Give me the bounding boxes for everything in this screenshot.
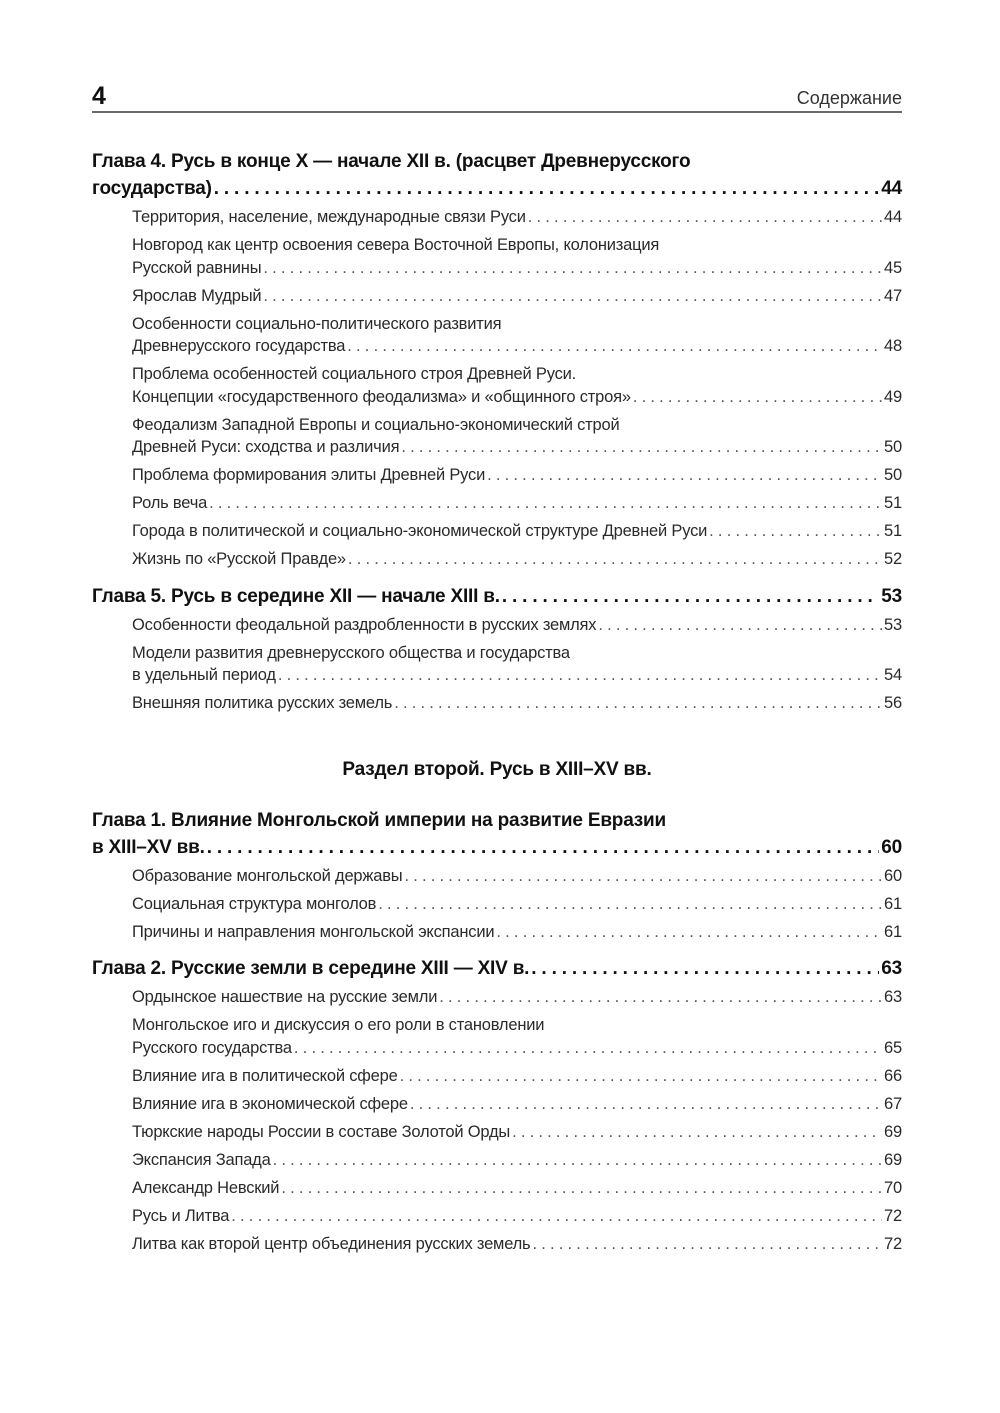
- dot-leader: [347, 335, 882, 358]
- subsection-entry[interactable]: [132, 642, 902, 687]
- subsection-entry[interactable]: [132, 1014, 902, 1059]
- subsection-entry-row: [132, 464, 902, 487]
- subsection-entry-label: Русской равнины: [132, 258, 262, 277]
- dot-leader: [281, 1177, 882, 1200]
- subsection-entry-label: Проблема формирования элиты Древней Руси: [132, 466, 486, 484]
- subsection-entry-label: Экспансия Запада: [132, 1150, 271, 1169]
- subsection-entry[interactable]: [132, 865, 902, 888]
- subsection-entry-label: Древней Руси: сходства и различия: [132, 438, 400, 456]
- chapter-heading-row: [92, 834, 902, 861]
- dot-leader: [294, 1037, 882, 1060]
- subsection-list: [92, 206, 902, 571]
- subsection-entry-label: Социальная структура монголов: [132, 894, 377, 913]
- subsection-entry[interactable]: [132, 313, 902, 358]
- chapter-heading-title-line: Глава 1. Влияние Монгольской империи на развитие Евразии: [92, 809, 667, 831]
- dot-leader: [263, 257, 882, 280]
- dot-leader: [273, 1149, 882, 1172]
- dot-leader: [528, 206, 882, 229]
- subsection-entry[interactable]: [132, 921, 902, 944]
- subsection-entry-row: [132, 614, 902, 637]
- subsection-entry-row: [132, 1093, 902, 1116]
- subsection-entry-page-number: 51: [884, 494, 902, 512]
- subsection-entry-page-number: 50: [884, 438, 902, 456]
- subsection-entry-page-number: 61: [884, 922, 902, 941]
- subsection-entry-row: [132, 1205, 902, 1228]
- subsection-entry-page-number: 66: [884, 1066, 902, 1085]
- subsection-entry-row: [132, 664, 902, 687]
- chapter-heading[interactable]: [92, 583, 902, 610]
- dot-leader: [348, 548, 882, 571]
- subsection-entry-row: [132, 1177, 902, 1200]
- dot-leader: [394, 692, 882, 715]
- dot-leader: [278, 664, 882, 687]
- subsection-entry-page-number: 45: [884, 258, 902, 277]
- subsection-entry[interactable]: [132, 234, 902, 279]
- dot-leader: [214, 175, 880, 202]
- subsection-entry-row: [132, 893, 902, 916]
- subsection-entry[interactable]: [132, 363, 902, 408]
- subsection-entry-row: [132, 206, 902, 229]
- subsection-entry-page-number: 49: [884, 387, 902, 406]
- subsection-entry-row: [132, 865, 902, 888]
- chapter-heading-page-number: 44: [881, 178, 902, 199]
- subsection-entry-label: Ярослав Мудрый: [132, 286, 262, 305]
- subsection-entry-page-number: 48: [884, 337, 902, 355]
- subsection-entry-label: Влияние ига в политической сфере: [132, 1066, 398, 1085]
- chapter-heading-page-number: 53: [881, 585, 902, 607]
- subsection-entry-label: Концепции «государственного феодализма» и «общинного строя»: [132, 387, 631, 406]
- subsection-entry[interactable]: [132, 1093, 902, 1116]
- subsection-entry-label: Русского государства: [132, 1038, 292, 1057]
- subsection-entry[interactable]: [132, 692, 902, 715]
- subsection-entry[interactable]: [132, 414, 902, 459]
- subsection-entry-row: [132, 1065, 902, 1088]
- subsection-entry-row: [132, 548, 902, 571]
- chapter-heading-label: Глава 5. Русь в середине XII — начале XIII в.: [92, 585, 500, 607]
- subsection-entry-page-number: 67: [884, 1094, 902, 1113]
- subsection-entry[interactable]: [132, 1121, 902, 1144]
- dot-leader: [633, 386, 882, 409]
- subsection-entry[interactable]: [132, 520, 902, 543]
- subsection-entry-label: Причины и направления монгольской экспансии: [132, 922, 495, 941]
- running-head-title: Содержание: [796, 88, 902, 108]
- subsection-entry-row: [132, 436, 902, 459]
- subsection-entry-page-number: 51: [884, 522, 902, 540]
- subsection-entry-label: в удельный период: [132, 666, 276, 684]
- subsection-entry[interactable]: [132, 1177, 902, 1200]
- subsection-entry-row: [132, 692, 902, 715]
- dot-leader: [263, 285, 882, 308]
- subsection-entry-page-number: 72: [884, 1234, 902, 1253]
- subsection-entry-label: Ордынское нашествие на русские земли: [132, 988, 438, 1006]
- dot-leader: [496, 921, 882, 944]
- subsection-entry-label: Александр Невский: [132, 1178, 280, 1197]
- subsection-entry-label: Роль веча: [132, 494, 208, 512]
- subsection-entry-row: [132, 285, 902, 308]
- subsection-entry[interactable]: [132, 614, 902, 637]
- toc-chapter: [92, 807, 902, 944]
- dot-leader: [410, 1093, 882, 1116]
- dot-leader: [207, 834, 880, 861]
- dot-leader: [531, 955, 879, 982]
- section-heading: Раздел второй. Русь в XIII–XV вв.: [342, 758, 652, 780]
- chapter-heading[interactable]: [92, 955, 902, 982]
- dot-leader: [532, 1233, 882, 1256]
- dot-leader: [404, 865, 882, 888]
- subsection-entry[interactable]: [132, 206, 902, 229]
- subsection-entry-row: [132, 386, 902, 409]
- subsection-entry-row: [132, 921, 902, 944]
- subsection-entry-label: Жизнь по «Русской Правде»: [132, 550, 346, 568]
- subsection-entry-page-number: 53: [884, 615, 902, 634]
- subsection-entry[interactable]: [132, 893, 902, 916]
- subsection-list: [92, 986, 902, 1255]
- subsection-entry-page-number: 70: [884, 1178, 902, 1197]
- subsection-entry[interactable]: [132, 492, 902, 515]
- subsection-entry-label: Литва как второй центр объединения русских земель: [132, 1234, 531, 1253]
- subsection-entry-page-number: 52: [884, 550, 902, 568]
- header-rule: [92, 111, 902, 113]
- subsection-entry[interactable]: [132, 285, 902, 308]
- subsection-entry[interactable]: [132, 1065, 902, 1088]
- subsection-entry-page-number: 72: [884, 1206, 902, 1225]
- subsection-entry[interactable]: [132, 1149, 902, 1172]
- subsection-entry-page-number: 61: [884, 894, 902, 913]
- chapter-heading-label: государства): [92, 178, 212, 199]
- subsection-entry-row: [132, 1121, 902, 1144]
- subsection-entry-row: [132, 986, 902, 1009]
- subsection-entry-title-line: Особенности социально-политического развития: [132, 314, 502, 333]
- chapter-heading-row: [92, 175, 902, 202]
- chapter-heading-page-number: 60: [881, 836, 902, 858]
- dot-leader: [231, 1205, 882, 1228]
- chapter-heading-label: в XIII–XV вв.: [92, 836, 205, 858]
- subsection-entry-title-line: Феодализм Западной Европы и социально-экономический строй: [132, 415, 620, 434]
- subsection-entry-row: [132, 492, 902, 515]
- chapter-heading-title-line: Глава 4. Русь в конце X — начале XII в. (расцвет Древнерусского: [92, 151, 691, 172]
- subsection-entry-row: [132, 257, 902, 280]
- subsection-entry-label: Тюркские народы России в составе Золотой Орды: [132, 1122, 511, 1141]
- subsection-entry-page-number: 50: [884, 466, 902, 484]
- page-number: 4: [92, 82, 106, 110]
- subsection-entry-title-line: Модели развития древнерусского общества и государства: [132, 643, 570, 662]
- dot-leader: [401, 436, 882, 459]
- subsection-entry-title-line: Новгород как центр освоения севера Восточной Европы, колонизация: [132, 236, 660, 254]
- subsection-entry-page-number: 65: [884, 1038, 902, 1057]
- subsection-entry-page-number: 69: [884, 1122, 902, 1141]
- table-of-contents: [92, 148, 902, 1267]
- subsection-entry[interactable]: [132, 986, 902, 1009]
- subsection-entry-label: Особенности феодальной раздробленности в русских землях: [132, 615, 597, 634]
- dot-leader: [378, 893, 882, 916]
- dot-leader: [512, 1121, 882, 1144]
- subsection-entry-row: [132, 1149, 902, 1172]
- subsection-entry-label: Территория, население, международные связи Руси: [132, 208, 526, 226]
- chapter-heading-page-number: 63: [881, 958, 902, 979]
- subsection-entry-label: Внешняя политика русских земель: [132, 694, 393, 712]
- dot-leader: [502, 583, 879, 610]
- subsection-entry[interactable]: [132, 1205, 902, 1228]
- subsection-entry-row: [132, 520, 902, 543]
- subsection-entry-page-number: 56: [884, 694, 902, 712]
- subsection-entry-label: Древнерусского государства: [132, 337, 346, 355]
- toc-chapter: [92, 955, 902, 1255]
- dot-leader: [400, 1065, 882, 1088]
- subsection-entry-label: Русь и Литва: [132, 1206, 230, 1225]
- dot-leader: [209, 492, 882, 515]
- chapter-heading-row: [92, 955, 902, 982]
- toc-block-section-1: [92, 148, 902, 715]
- subsection-entry-page-number: 44: [884, 208, 902, 226]
- subsection-entry-row: [132, 335, 902, 358]
- toc-block-section-2: [92, 807, 902, 1256]
- subsection-entry-title-line: Монгольское иго и дискуссия о его роли в становлении: [132, 1016, 545, 1034]
- subsection-entry-label: Влияние ига в экономической сфере: [132, 1094, 408, 1113]
- subsection-entry-page-number: 47: [884, 286, 902, 305]
- running-head: [92, 82, 902, 112]
- subsection-entry[interactable]: [132, 464, 902, 487]
- subsection-list: [92, 614, 902, 715]
- chapter-heading[interactable]: [92, 148, 902, 202]
- chapter-heading[interactable]: [92, 807, 902, 861]
- toc-chapter: [92, 148, 902, 571]
- subsection-entry-row: [132, 1037, 902, 1060]
- subsection-entry-page-number: 54: [884, 666, 902, 684]
- subsection-entry-page-number: 69: [884, 1150, 902, 1169]
- subsection-entry-label: Образование монгольской державы: [132, 866, 403, 885]
- subsection-entry-title-line: Проблема особенностей социального строя Древней Руси.: [132, 365, 577, 383]
- subsection-entry-label: Города в политической и социально-экономической структуре Древней Руси: [132, 522, 708, 540]
- dot-leader: [487, 464, 882, 487]
- subsection-entry[interactable]: [132, 548, 902, 571]
- subsection-entry-row: [132, 1233, 902, 1256]
- chapter-heading-row: [92, 583, 902, 610]
- dot-leader: [439, 986, 882, 1009]
- chapter-heading-label: Глава 2. Русские земли в середине XIII — XIV в.: [92, 958, 530, 979]
- subsection-list: [92, 865, 902, 944]
- dot-leader: [709, 520, 882, 543]
- dot-leader: [598, 614, 882, 637]
- subsection-entry-page-number: 63: [884, 988, 902, 1006]
- toc-chapter: [92, 583, 902, 715]
- subsection-entry[interactable]: [132, 1233, 902, 1256]
- subsection-entry-page-number: 60: [884, 866, 902, 885]
